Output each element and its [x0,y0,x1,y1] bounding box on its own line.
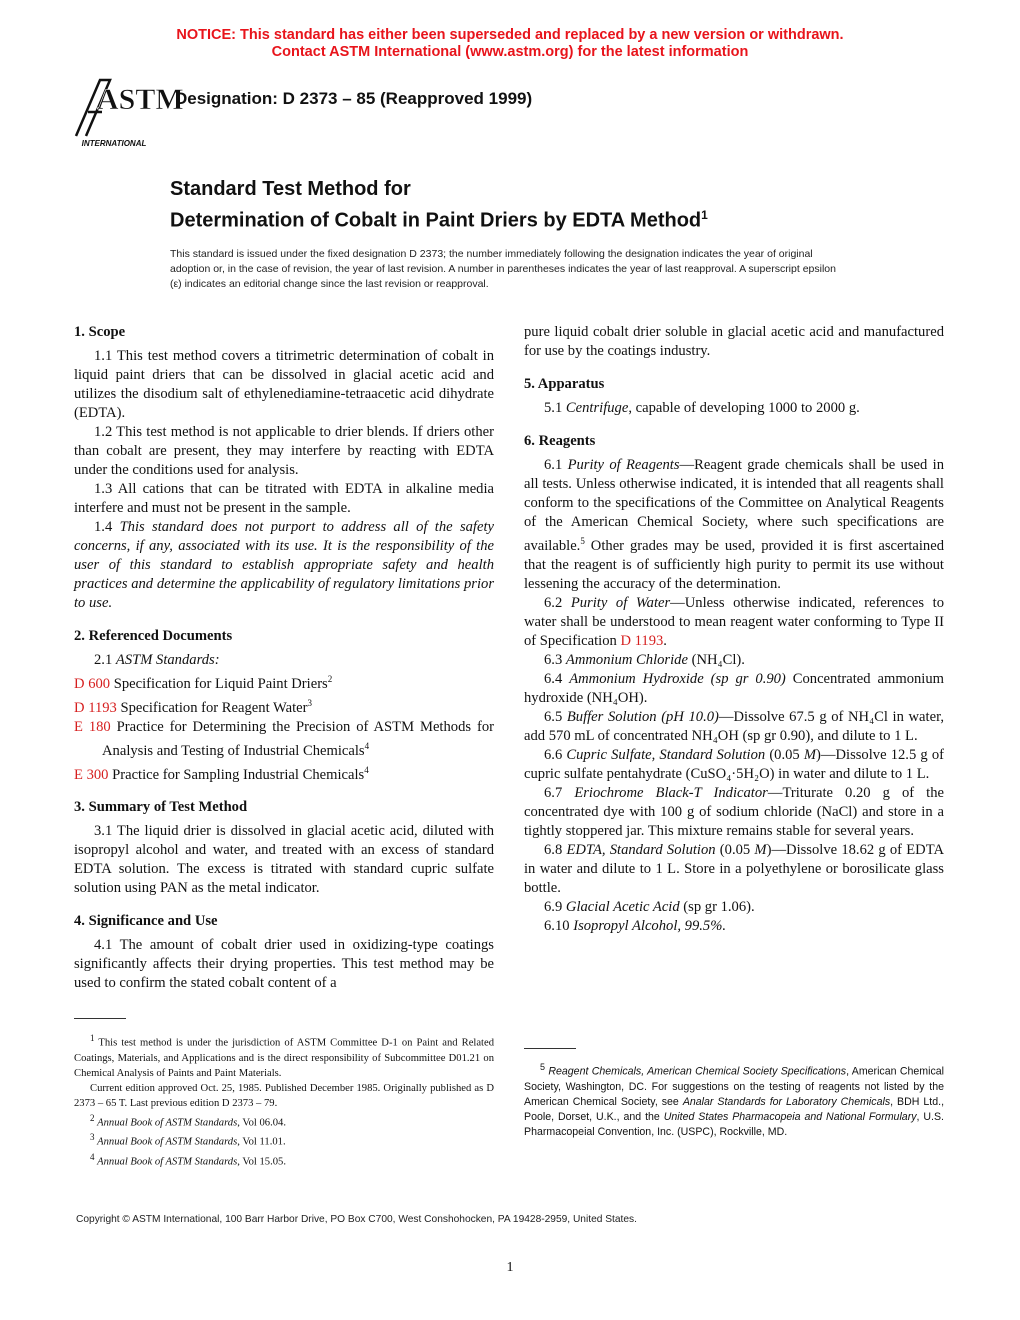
page-number: 1 [506,1260,514,1275]
reagent-item: 6.8 EDTA, Standard Solution (0.05 M)—Dissolve 18.62 g of EDTA in water and dilute to 1 L. Store in a polyethylene or borosilicate glass bottle. [524,841,944,896]
logo-letters: ASTM [97,83,184,116]
reference-item[interactable]: E 300 Practice for Sampling Industrial Chemicals$^4$ [74,764,369,783]
section-heading: 4. Significance and Use [74,913,218,930]
paragraph: 1.4 This standard does not purport to address all of the safety concerns, if any, associated with its use. It is the responsibility of the user of this standard to establish appropriate safety and health practices and determine the applicability of regulatory limitations prior to use. [74,519,494,611]
reference-item[interactable]: D 1193 Specification for Reagent Water$^3$ [74,697,312,716]
reagent-item: 6.9 Glacial Acetic Acid (sp gr 1.06). [544,898,755,915]
reagent-item: 6.1 Purity of Reagents—Reagent grade chemicals shall be used in all tests. Unless otherwise indicated, it is intended that all reagents shall conform to the specifications of the Committee on Analytical Reagents of the American Chemical Society, where such specifications are available.$^5$ Other grades may be used, provided it is first ascertained that the reagent is of sufficiently high purity to permit its use without lessening the accuracy of the determination. [524,457,944,592]
reference-link[interactable]: D 600 [74,675,111,692]
reference-item[interactable]: D 600 Specification for Liquid Paint Driers$^2$ [74,674,333,692]
notice-banner [0,27,1020,61]
paragraph: 3.1 The liquid drier is dissolved in glacial acetic acid, diluted with isopropyl alcohol and water, and treated with an excess of standard EDTA solution. The excess is titrated with standard cupric sulfate solution using PAN as the metal indicator. [74,823,494,897]
footnote: Current edition approved Oct. 25, 1985. Published December 1985. Originally published as D 2373 – 65 T. Last previous edition D 2373 – 79. [74,1082,494,1109]
section-heading: 2. Referenced Documents [74,628,233,644]
footnote: $^3$ Annual Book of ASTM Standards, Vol 11.01. [90,1132,286,1148]
footnote: $^1$ This test method is under the jurisdiction of ASTM Committee D-1 on Paint and Related Coatings, Materials, and Applications and is the direct responsibility of Subcommittee D01.21 on Chemical Analysis of Paints and Paint Materials. [74,1033,494,1079]
reagent-item: 6.2 Purity of Water—Unless otherwise indicated, references to water shall be understood to mean reagent water conforming to Type II of Specification D 1193. [524,594,944,649]
reagent-item: 6.5 Buffer Solution (pH 10.0)—Dissolve 67.5 g of NH₄Cl in water, add 570 mL of concentrated NH₄OH (sp gr 0.90), and dilute to 1 L. [524,708,944,744]
reference-link[interactable]: E 300 [74,766,109,783]
title-text: Determination of Cobalt in Paint Driers by EDTA Method [170,209,702,232]
section-heading: 1. Scope [74,324,126,340]
reagent-item: 6.4 Ammonium Hydroxide (sp gr 0.90) Concentrated ammonium hydroxide (NH₄OH). [524,670,944,706]
paragraph: 4.1 The amount of cobalt drier used in oxidizing-type coatings significantly affects their drying properties. This test method may be used to confirm the stated cobalt content of a [74,937,494,992]
notice-line-2: Contact ASTM International (www.astm.org) for the latest information [271,44,749,60]
paragraph: 1.2 This test method is not applicable to drier blends. If driers other than cobalt are present, they may interfere by reacting with EDTA under the conditions used for analysis. [74,424,494,478]
footnote: $^4$ Annual Book of ASTM Standards, Vol 15.05. [90,1151,286,1168]
left-column [74,323,494,993]
footnote-divider [74,1018,126,1019]
title-line-2 [170,202,708,234]
paragraph-continuation: pure liquid cobalt drier soluble in glacial acetic acid and manufactured for use by the coatings industry. [524,324,944,359]
reagent-item: 6.3 Ammonium Chloride (NH₄Cl). [544,651,745,668]
footnote: $^2$ Annual Book of ASTM Standards, Vol 06.04. [90,1112,286,1129]
designation: Designation: D 2373 – 85 (Reapproved 1999) [175,89,533,108]
copyright-line: Copyright © ASTM International, 100 Barr Harbor Drive, PO Box C700, West Conshohocken, PA 19428-2959, United States. [76,1214,637,1225]
footnotes-right [524,1060,944,1140]
intro-paragraph: This standard is issued under the fixed designation D 2373; the number immediately following the designation indicates the year of original adoption or, in the case of revision, the year of last revision. A number in parentheses indicates the year of last reapproval. A superscript epsilon (ε) indicates an editorial change since the last revision or reapproval. [170,248,836,290]
astm-logo-icon [66,76,184,150]
notice-line-1: NOTICE: This standard has either been superseded and replaced by a new version or withdrawn. [176,27,844,43]
paragraph: 5.1 Centrifuge, capable of developing 1000 to 2000 g. [544,400,860,416]
reference-link[interactable]: E 180 [74,718,111,735]
reference-link[interactable]: D 1193 [74,699,117,716]
section-heading: 3. Summary of Test Method [74,799,248,816]
title-footnote-mark: 1 [701,208,708,222]
document-title [170,176,708,234]
subsection: 2.1 ASTM Standards: [94,652,220,668]
paragraph: 1.1 This test method covers a titrimetric determination of cobalt in liquid paint driers that can be dissolved in glacial acetic acid and utilizes the disodium salt of ethylenediamine-tetraacetic acid dihydrate (EDTA). [74,348,494,421]
right-column [524,323,944,936]
footnotes-left [74,1031,494,1169]
reagent-item: 6.10 Isopropyl Alcohol, 99.5%. [544,917,727,934]
section-heading: 6. Reagents [524,433,596,449]
reference-link[interactable]: D 1193 [620,632,664,649]
footnote-divider [524,1048,576,1049]
reagent-item: 6.7 Eriochrome Black-T Indicator—Triturate 0.20 g of the concentrated dye with 100 g of sodium chloride (NaCl) and store in a tightly stoppered jar. This mixture remains stable for several years. [524,784,945,839]
footnote: $^5$ Reagent Chemicals, American Chemical Society Specifications, American Chemical Society, Washington, DC. For suggestions on the testing of reagents not listed by the American Chemical Society, see Analar Standards for Laboratory Chemicals, BDH Ltd., Poole, Dorset, U.K., and the United States Pharmacopeia and National Formulary, U.S. Pharmacopeial Convention, Inc. (USPC), Rockville, MD. [524,1062,945,1138]
logo-caption: INTERNATIONAL [81,139,147,148]
reagent-item: 6.6 Cupric Sulfate, Standard Solution (0.05 M)—Dissolve 12.5 g of cupric sulfate pentahydrate (CuSO₄·5H₂O) in water and dilute to 1 L. [524,746,944,782]
reference-item[interactable]: E 180 Practice for Determining the Precision of ASTM Methods for Analysis and Testing of Industrial Chemicals$^4$ [74,718,494,759]
title-line-1: Standard Test Method for [170,178,411,200]
section-heading: 5. Apparatus [524,376,605,392]
paragraph: 1.3 All cations that can be titrated with EDTA in alkaline media interfere and must not be present in the sample. [74,481,494,516]
